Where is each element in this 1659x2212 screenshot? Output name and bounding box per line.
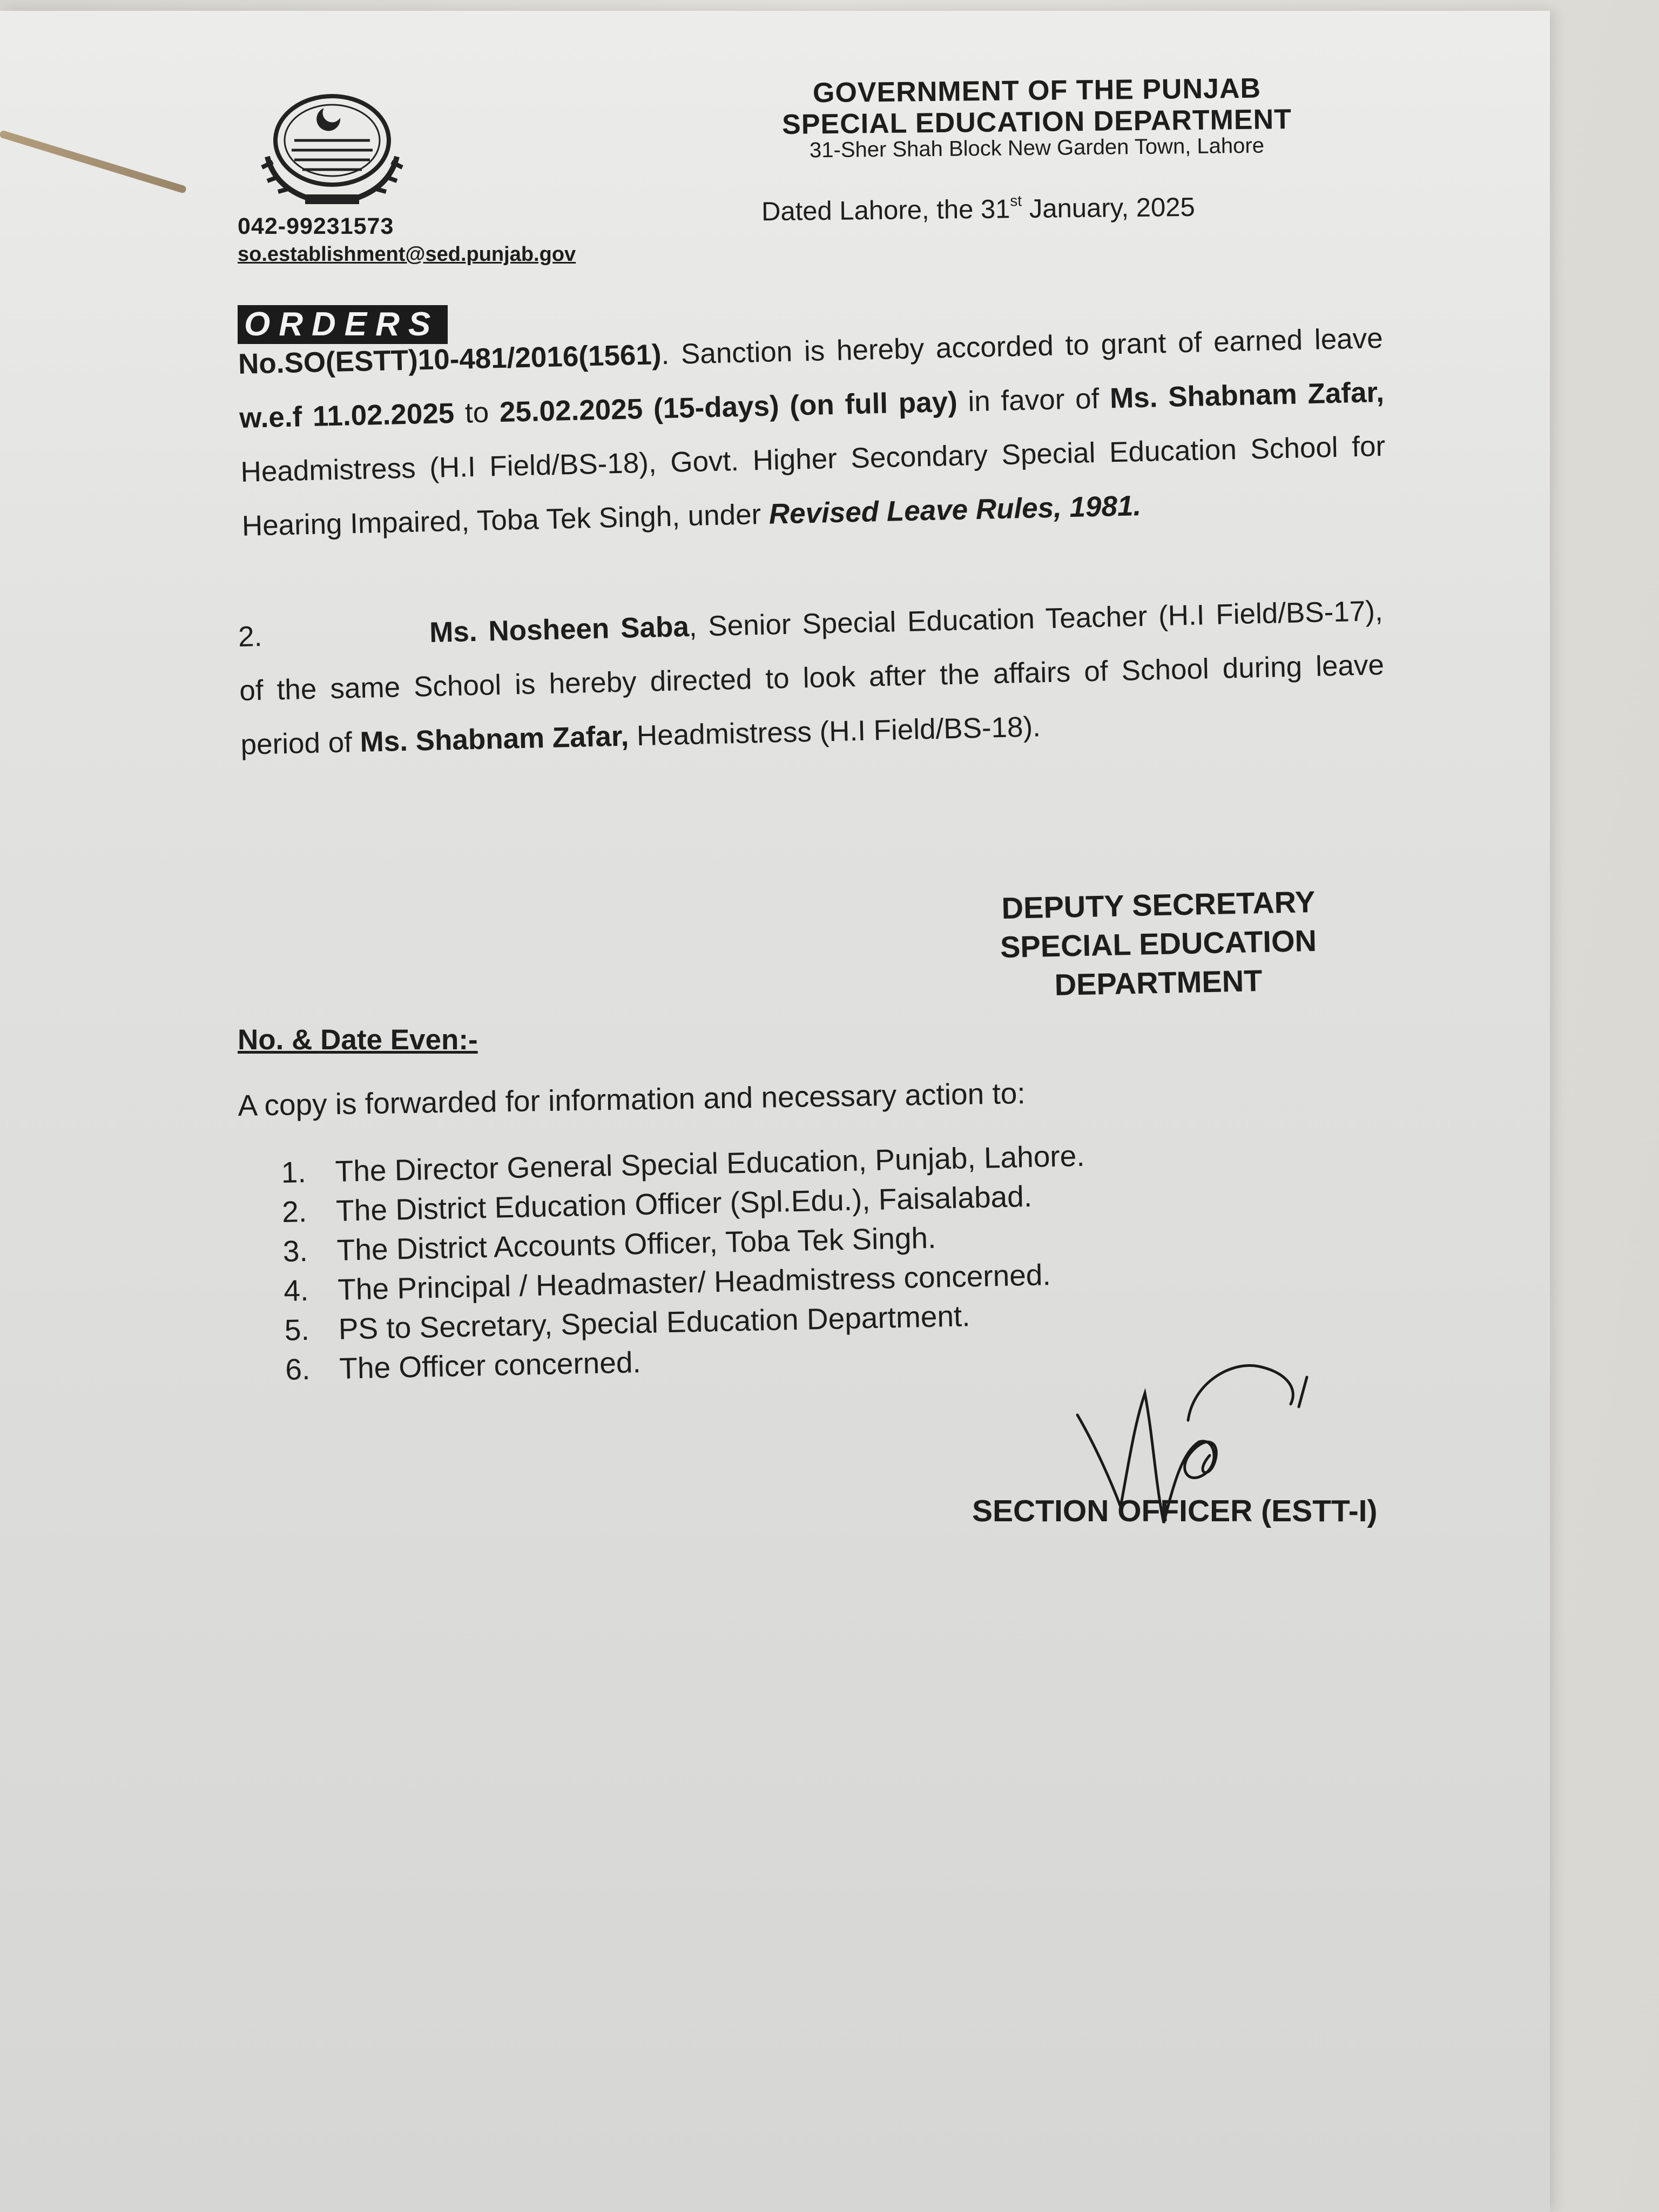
list-item: 6. The Officer concerned. (285, 1345, 642, 1386)
copy-forwarded-text: A copy is forwarded for information and necessary action to: (238, 1076, 1026, 1122)
list-item: 2. The District Education Officer (Spl.Edu.), Faisalabad. (281, 1179, 1033, 1229)
deputy-secretary-line-1: DEPUTY SECRETARY (1001, 884, 1316, 926)
punjab-emblem-icon (246, 86, 419, 211)
list-item: 5. PS to Secretary, Special Education Department. (284, 1299, 971, 1347)
phone-number: 042-99231573 (238, 213, 394, 239)
email-address: so.establishment@sed.punjab.gov (238, 243, 576, 266)
no-date-even-heading: No. & Date Even:- (238, 1024, 478, 1056)
deputy-secretary-line-3: DEPARTMENT (1054, 963, 1263, 1002)
section-officer-title: SECTION OFFICER (ESTT-I) (972, 1494, 1378, 1528)
list-item: 3. The District Accounts Officer, Toba Tek Singh. (282, 1220, 936, 1268)
order-paragraph-2: 2. Ms. Nosheen Saba, Senior Special Education Teacher (H.I Field/BS-17), of the same School is hereby directed to look after the affairs of School during leave period of Ms. Shabnam Zafar, Headmistress (H.I Field/BS-18). (238, 595, 1385, 761)
deputy-secretary-line-2: SPECIAL EDUCATION (1000, 923, 1317, 965)
department-address: 31-Sher Shah Block New Garden Town, Lahore (809, 133, 1265, 163)
order-paragraph-1: No.SO(ESTT)10-481/2016(1561). Sanction is hereby accorded to grant of earned leave w.e.f 11.02.2025 to 25.02.2025 (15-days) (on full pay) in favor of Ms. Shabnam Zafar, Headmistress (H.I Field/BS-18), Govt. Higher Secondary Special Education School for Hearing Impaired, Toba Tek Singh, under Revised Leave Rules, 1981. (238, 322, 1386, 542)
list-item: 1. The Director General Special Education, Punjab, Lahore. (281, 1138, 1085, 1189)
orders-title: ORDERS (238, 305, 448, 344)
list-item: 4. The Principal / Headmaster/ Headmistress concerned. (283, 1258, 1051, 1307)
govt-title: GOVERNMENT OF THE PUNJAB (812, 72, 1262, 109)
dated-line: Dated Lahore, the 31st January, 2025 (761, 192, 1195, 227)
department-title: SPECIAL EDUCATION DEPARTMENT (781, 104, 1292, 140)
